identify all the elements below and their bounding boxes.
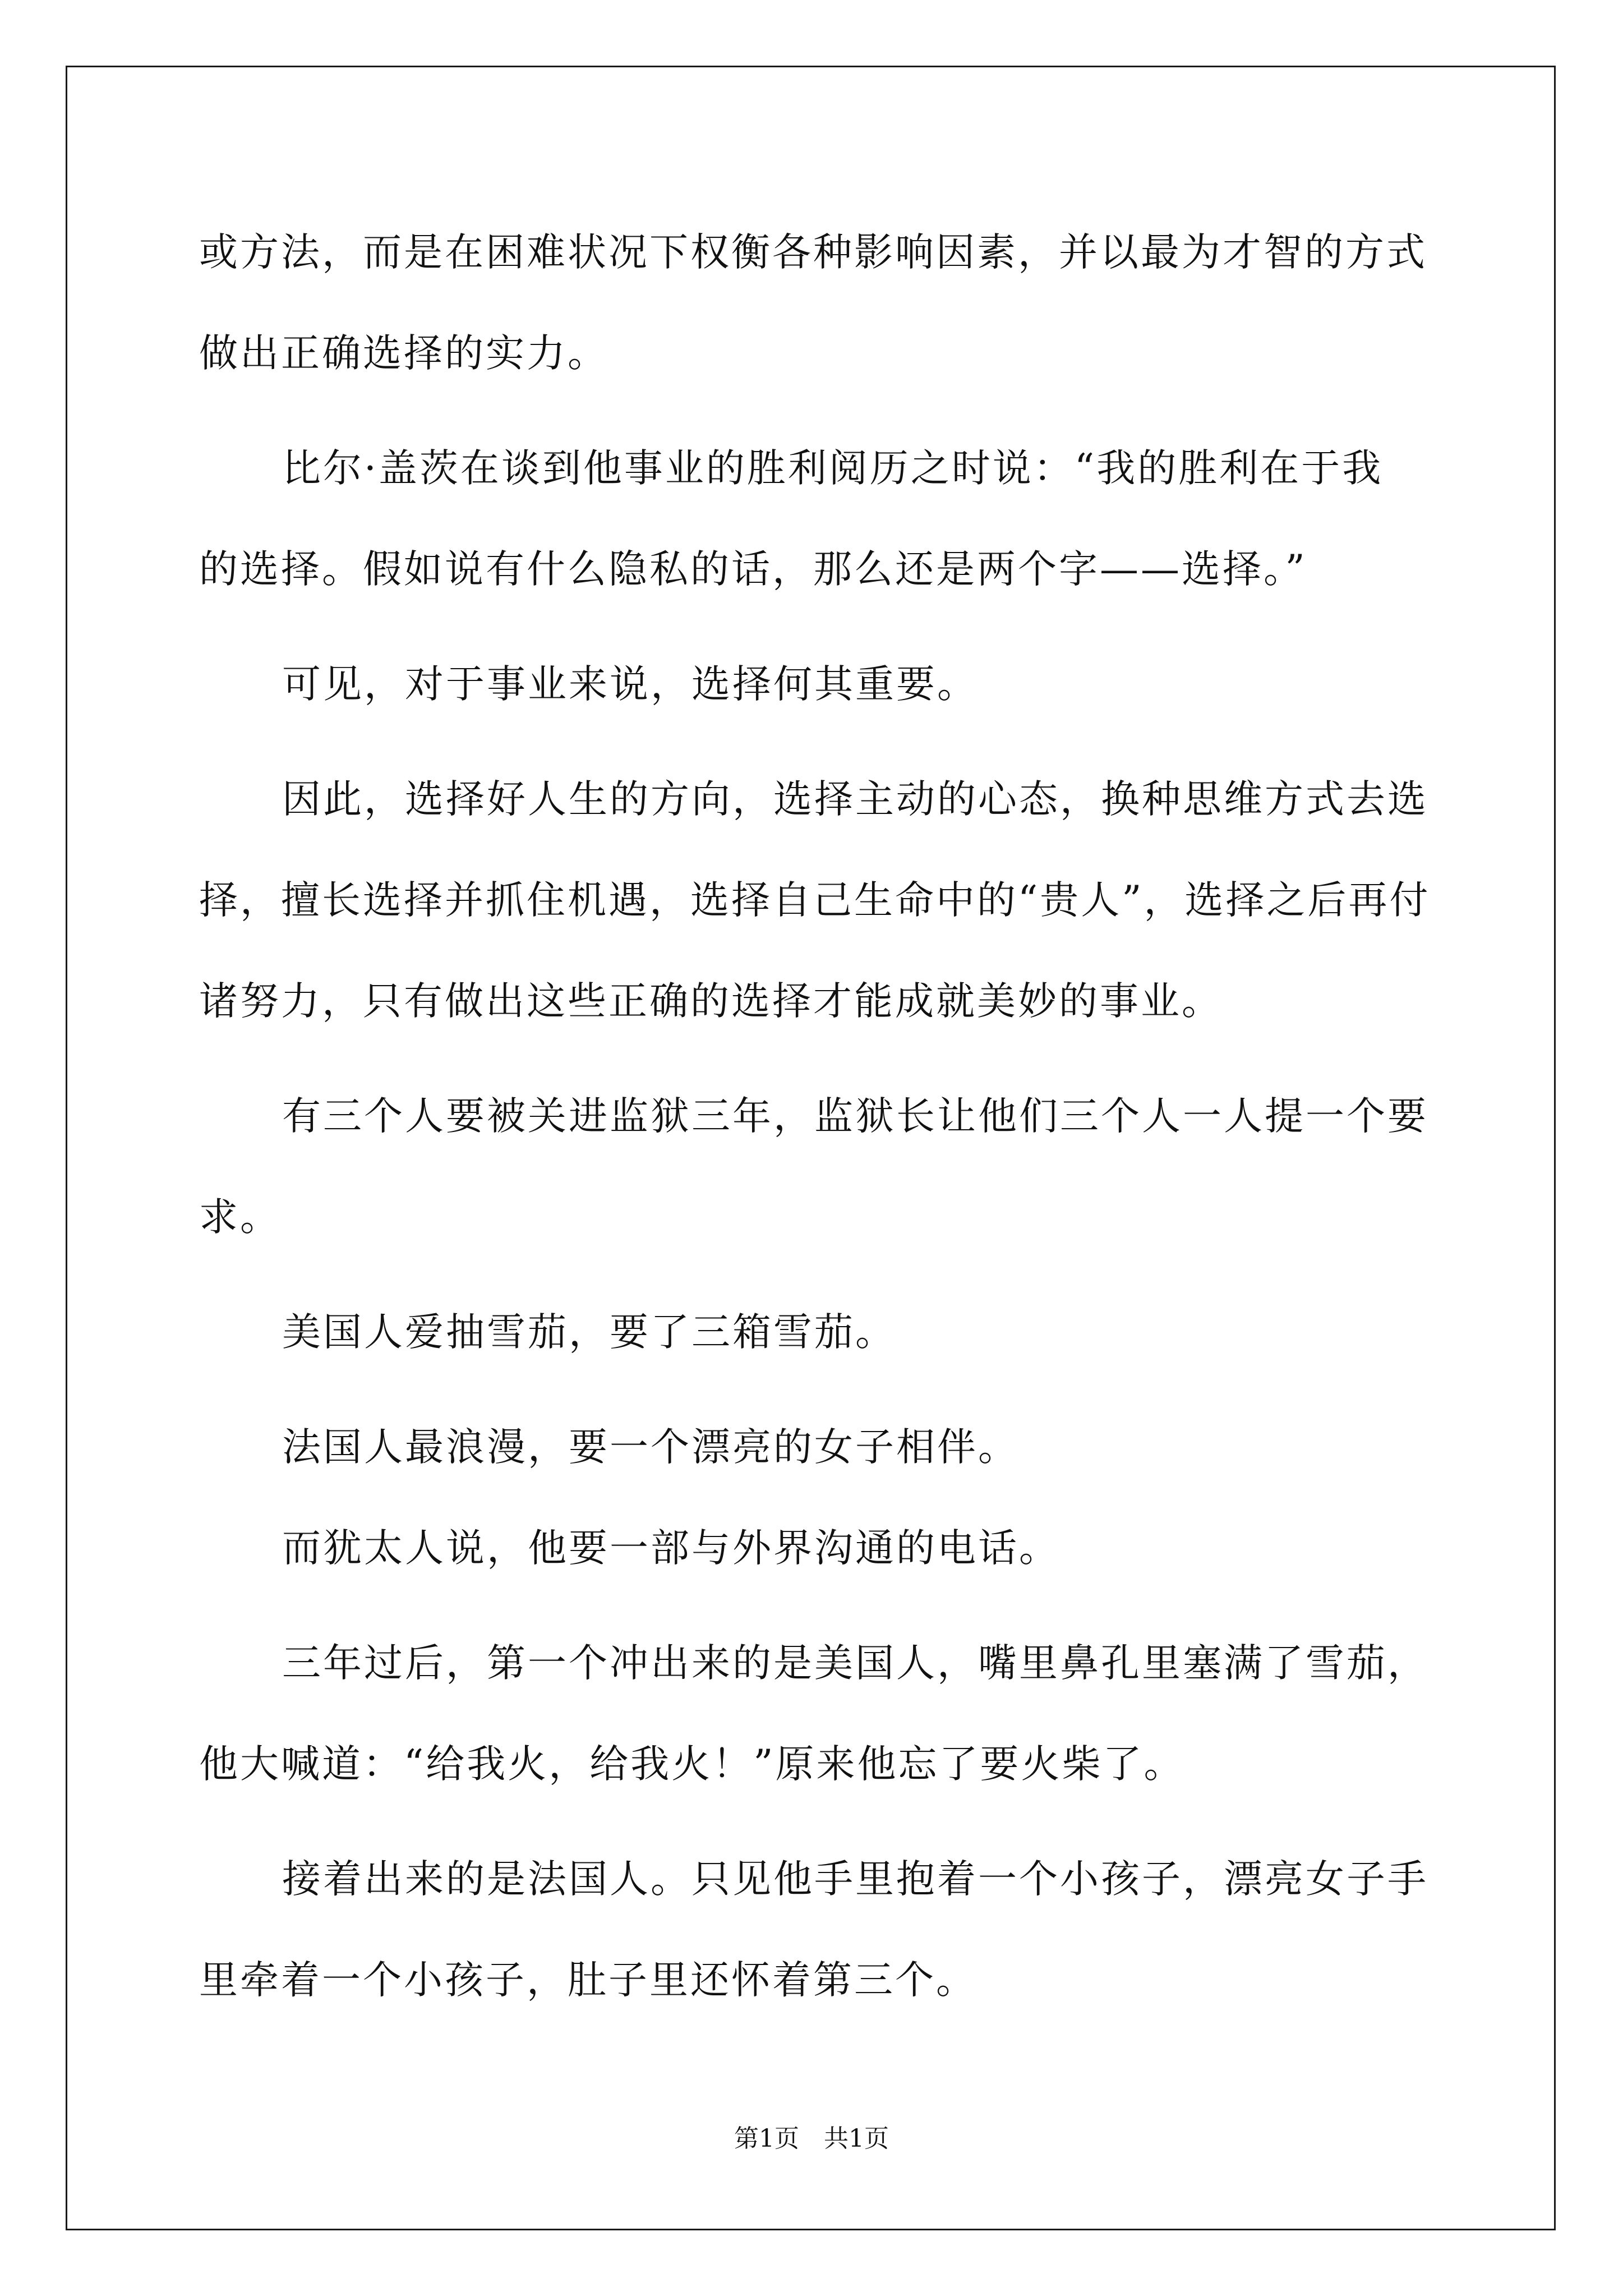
page-number-footer: 第1页 共1页 xyxy=(734,2124,889,2153)
text-line: 比尔·盖茨在谈到他事业的胜利阅历之时说：“我的胜利在于我 xyxy=(282,446,1384,491)
text-line: 有三个人要被关进监狱三年，监狱长让他们三个人一人提一个要 xyxy=(282,1094,1428,1139)
text-line: 或方法，而是在困难状况下权衡各种影响因素，并以最为才智的方式 xyxy=(199,230,1427,275)
text-line: 里牵着一个小孩子，肚子里还怀着第三个。 xyxy=(199,1958,977,2003)
text-line: 可见，对于事业来说，选择何其重要。 xyxy=(282,662,978,707)
text-line: 而犹太人说，他要一部与外界沟通的电话。 xyxy=(282,1526,1060,1571)
text-line: 美国人爱抽雪茄，要了三箱雪茄。 xyxy=(282,1310,896,1355)
text-line: 择，擅长选择并抓住机遇，选择自己生命中的“贵人”，选择之后再付 xyxy=(199,878,1431,923)
page-border xyxy=(66,66,1556,2230)
text-line: 的选择。假如说有什么隐私的话，那么还是两个字——选择。” xyxy=(199,547,1307,592)
text-line: 接着出来的是法国人。只见他手里抱着一个小孩子，漂亮女子手 xyxy=(282,1857,1428,1902)
text-line: 法国人最浪漫，要一个漂亮的女子相伴。 xyxy=(282,1425,1019,1470)
text-line: 做出正确选择的实力。 xyxy=(199,331,608,376)
text-line: 他大喊道：“给我火，给我火！”原来他忘了要火柴了。 xyxy=(199,1742,1185,1787)
text-line: 求。 xyxy=(199,1195,281,1240)
text-line: 三年过后，第一个冲出来的是美国人，嘴里鼻孔里塞满了雪茄， xyxy=(282,1641,1428,1686)
text-line: 诸努力，只有做出这些正确的选择才能成就美妙的事业。 xyxy=(199,979,1223,1024)
text-line: 因此，选择好人生的方向，选择主动的心态，换种思维方式去选 xyxy=(282,777,1428,822)
